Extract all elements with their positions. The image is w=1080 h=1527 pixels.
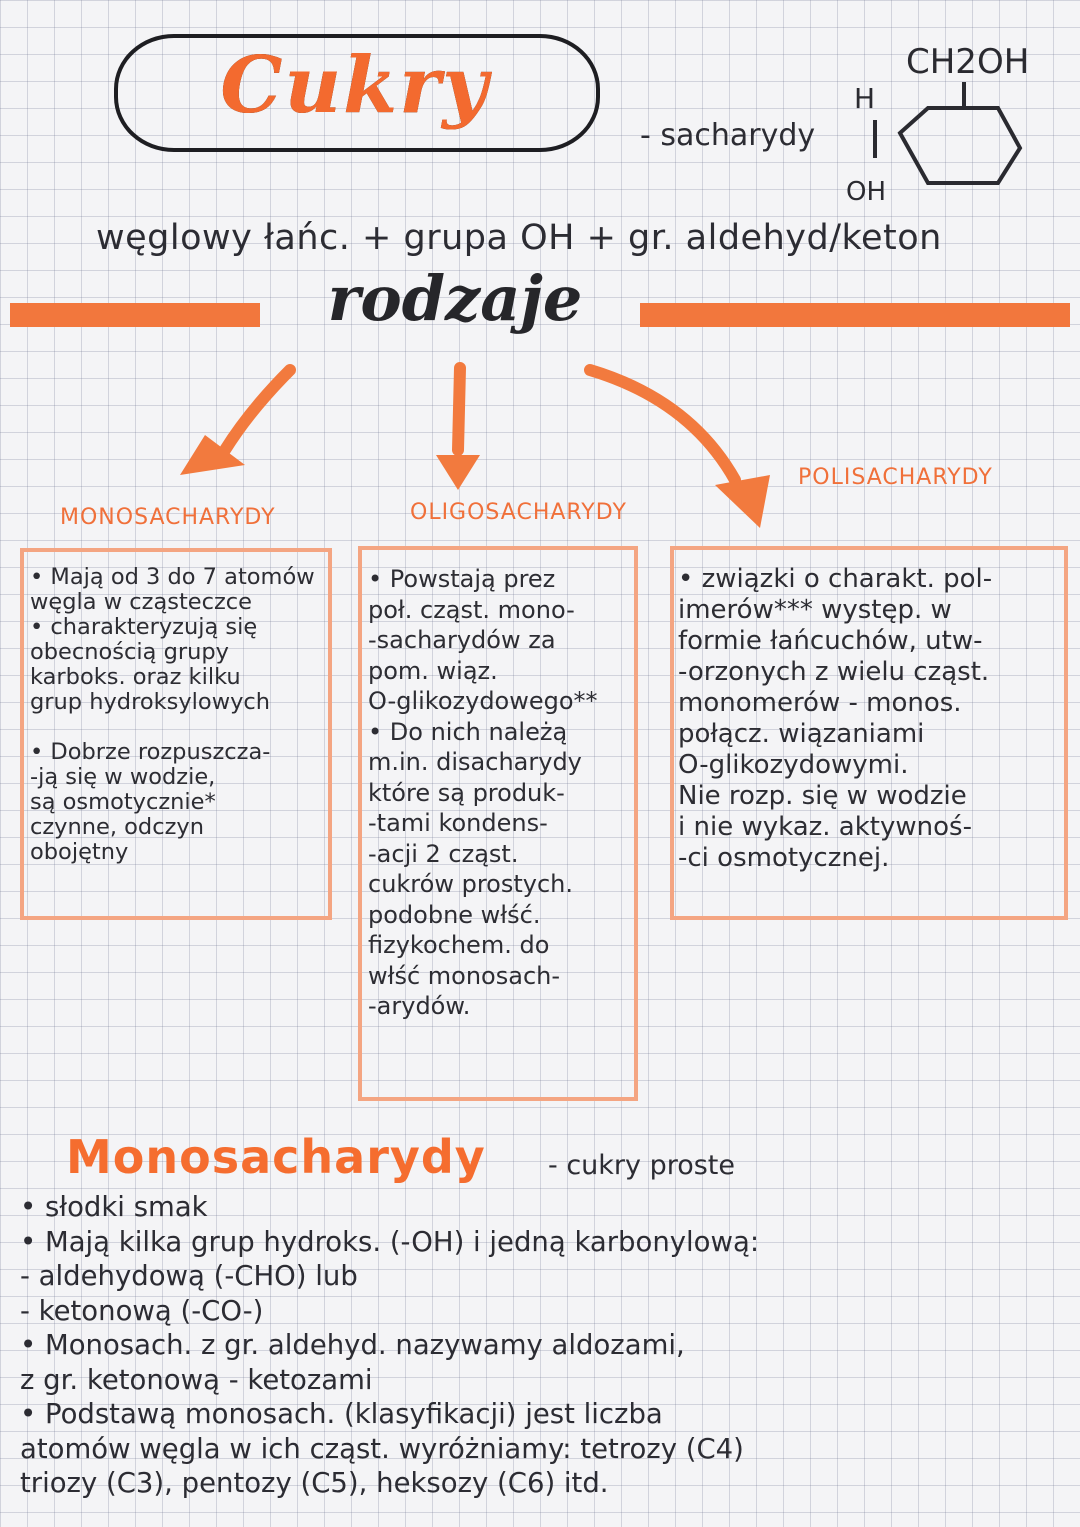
ring-label-ch2oh: CH2OH (906, 42, 1030, 82)
section-header: rodzaje (327, 262, 583, 335)
header-band-right (640, 303, 1070, 327)
header-band-left (10, 303, 260, 327)
category-label-oligo: OLIGOSACHARYDY (410, 500, 627, 525)
title-block (100, 22, 610, 162)
category-text-mono: • Mają od 3 do 7 atomów węgla w cząsteczce • charakteryzują się obecnością grupy karboks. oraz kilku grup hydroksylowych • Dobrze rozpuszcza- -ją się w wodzie, są osmotycznie* czynne, odczyn obojętny (30, 564, 315, 865)
monosacharydy-notes: • słodki smak • Mają kilka grup hydroks. (-OH) i jedną karbonylową: - aldehydową (-CHO) lub - ketonową (-CO-) • Monosach. z gr. aldehyd. nazywamy aldozami, z gr. ketonową - ketozami • Podstawą monosach. (klasyfikacji) jest liczba atomów węgla w ich cząst. wyróżniamy: tetrozy (C4) triozy (C3), pentozy (C5), heksozy (C6) itd. (20, 1191, 760, 1499)
arrow-left-shaft (225, 370, 290, 450)
arrow-center-shaft (458, 368, 460, 450)
arrow-right-shaft (590, 370, 735, 480)
category-label-mono: MONOSACHARYDY (60, 505, 276, 530)
category-label-poli: POLISACHARYDY (798, 465, 993, 490)
arrow-center-head (436, 455, 480, 490)
category-text-oligo: • Powstają prez poł. cząst. mono- -sacharydów za pom. wiąz. O-glikozydowego** • Do nich należą m.in. disacharydy które są produk- -tami kondens- -acji 2 cząst. cukrów prostych. podobne włść. fizykochem. do włść monosach- -arydów. (368, 565, 598, 1020)
title-subtitle: - sacharydy (640, 118, 816, 153)
arrow-right-head (715, 475, 770, 528)
category-text-poli: • związki o charakt. pol- imerów*** występ. w formie łańcuchów, utw- -orzonych z wielu cząst. monomerów - monos. połącz. wiązaniami O-glikozydowymi. Nie rozp. się w wodzie i nie wykaz. aktywnoś- -ci osmotycznej. (678, 564, 993, 873)
ring-label-oh: OH (846, 177, 887, 207)
ring-label-h: H (854, 82, 876, 115)
monosacharydy-heading: Monosacharydy (66, 1130, 486, 1184)
definition-formula: węglowy łańc. + grupa OH + gr. aldehyd/keton (96, 218, 942, 258)
ring-hexagon (900, 108, 1020, 183)
sugar-ring-diagram (840, 38, 1040, 208)
page-title: Cukry (220, 40, 490, 131)
monosacharydy-subheading: - cukry proste (548, 1150, 736, 1181)
